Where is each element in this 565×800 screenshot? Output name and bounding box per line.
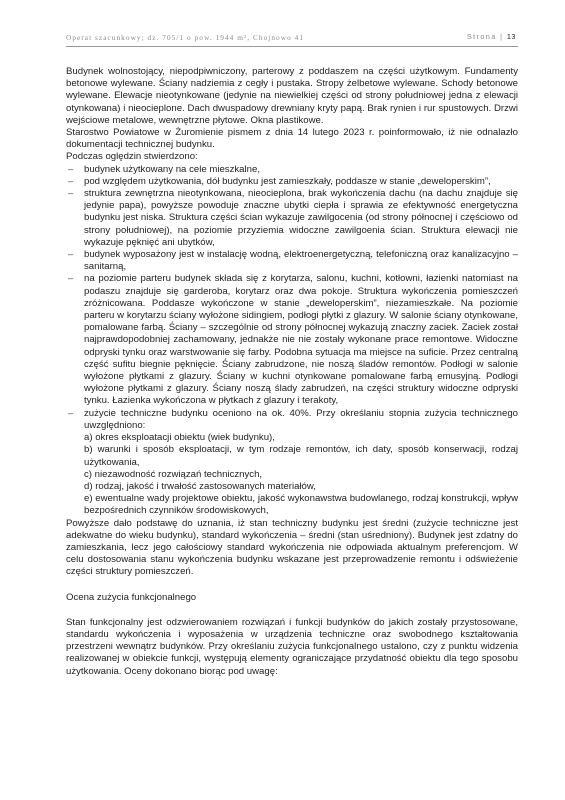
inspection-findings-list [66,164,518,518]
list-item: – budynek użytkowany na cele mieszkalne, [66,164,518,176]
list-item [66,408,518,518]
criteria-item: a) okres eksploatacji obiektu (wiek budynku), [84,432,275,444]
criteria-item: c) niezawodność rozwiązań technicznych, [84,468,263,480]
list-item: – struktura zewnętrzna nieotynkowana, nieocieplona, brak wykończenia dachu (na dachu znajduje się jedynie papa), powyższe powoduje znaczne ubytki ciepła i sprawia ze efektywność energetyczna budynku jest niska. Struktura części ścian wykazuje zawilgocenia (od strony północnej i częściowo od strony południowej), na poziomie przyziemia widoczne zawilgoenia ścian. Struktura elewacji nie wykazuje pęknięć ani ubytków, [66,188,518,249]
criteria-item: b) warunki i sposób eksploatacji, w tym rodzaje remontów, ich daty, sposób konserwacji, rodzaj użytkowania, [84,444,518,468]
header-document-title: Operat szacunkowy; dz. 705/1 o pow. 1944 m², Chojnowo 41 [66,33,305,42]
building-description-paragraph: Budynek wolnostojący, niepodpiwniczony, parterowy z poddaszem na części użytkowym. Fundamenty betonowe wylewane. Ściany nadziemia z cegły i pustaka. Stropy żelbetowe wylewane. Schody betonowe wylewane. Elewacje nieotynkowane (jedynie na niewielkiej części od strony południowej jedna z elewacji otynkowana) i nieocieplone. Dach dwuspadowy drewniany kryty papą. Brak rynien i rur spustowych. Drzwi wejściowe metalowe, wewnętrzne płytowe. Okna plastikowe. [66,66,518,126]
page-label: Strona | [466,32,504,41]
criteria-item: e) ewentualne wady projektowe obiektu, jakość wykonawstwa budowlanego, rodzaj konstrukcji, wpływ bezpośrednich czynników środowiskowych, [84,493,518,517]
condition-summary-paragraph: Powyższe dało podstawę do uznania, iż stan techniczny budynku jest średni (zużycie techniczne jest adekwatne do wieku budynku), standard wykończenia – średni (stan uśredniony). Budynek jest zdatny do zamieszkania, lecz jego całościowy standard wykończenia nie odpowiada aktualnym preferencjom. W celu dostosowania stanu wykończenia budynku wskazane jest przeprowadzenie remontu i odświeżenie części struktury pomieszczeń. [66,517,518,578]
list-item: – pod względem użytkowania, dół budynku jest zamieszkały, poddasze w stanie „deweloperskim”, [66,176,518,188]
functional-wear-paragraph: Stan funkcjonalny jest odzwierowaniem rozwiązań i funkcji budynków do jakich zostały przystosowane, standardu wykończenia i wyposażenia w urządzenia techniczne oraz swobodnego kształtowania przestrzeni wewnątrz budynków. Przy określaniu zużycia funkcjonalnego ustalono, czy z punktu widzenia realizowanej w obiekcie funkcji, występują elementy ograniczające przydatność obiektu dla tego sposobu użytkowania. Oceny dokonano biorąc pod uwagę: [66,616,518,677]
list-item: – na poziomie parteru budynek składa się z korytarza, salonu, kuchni, kotłowni, łazienki natomiast na podaszu znajduje się garderoba, korytarz oraz dwa pokoje. Struktura wykończenia pomieszczeń zróżnicowana. Poddasze wykończone w stanie „deweloperskim”, niezamieszkałe. Na poziomie parteru w korytarzu ściany wyłożone sidingiem, podłogi płytki z glazury. W salonie ściany otynkowane, pomalowane farbą. Ściany – szczególnie od strony północnej wykazują znaczny zaciek. Zaciek został najprawdopodobniej zachamowany, jednakże nie nie zostały wykonane prace remontowe. Widoczne odpryski tynku oraz warstwowanie się farby. Podobna sytuacja ma miejsce na suficie. Przez centralną część sufitu biegnie pęknięcie. Ściany zabrudzone, nie noszą śladów remontów. Podłogi w salonie wyłożone płytkami z glazury. Ściany w kuchni otynkowane pomalowane farbą emusyjną. Podłogi wyłożone płytkami z glazury. Ściany noszą ślady zabrudzeń, na części struktury widoczne odpryski tynku. Łazienka wykończona w płytkach z glazury i terakoty, [66,273,518,407]
wear-criteria-list [84,432,518,517]
page-number: 13 [506,32,516,41]
document-body [66,66,518,678]
header-divider [66,46,518,47]
section-heading: Ocena zużycia funkcjonalnego [66,591,197,603]
inspection-intro: Podczas oględzin stwierdzono: [66,151,198,163]
list-item: – budynek wyposażony jest w instalację wodną, elektroenergetyczną, telefoniczną oraz kanalizacyjno – sanitarną, [66,249,518,273]
page-header [66,30,516,44]
header-page-indicator [467,32,516,41]
documentation-paragraph: Starostwo Powiatowe w Żuromienie pismem z dnia 14 lutego 2023 r. poinformowało, iż nie odnalazło dokumentacji technicznej budynku. [66,127,518,151]
criteria-item: d) rodzaj, jakość i trwałość zastosowanych materiałów, [84,480,316,492]
wear-assessment-text: zużycie techniczne budynku oceniono na ok. 40%. Przy określaniu stopnia zużycia technicznego uwzględniono: [84,407,518,431]
